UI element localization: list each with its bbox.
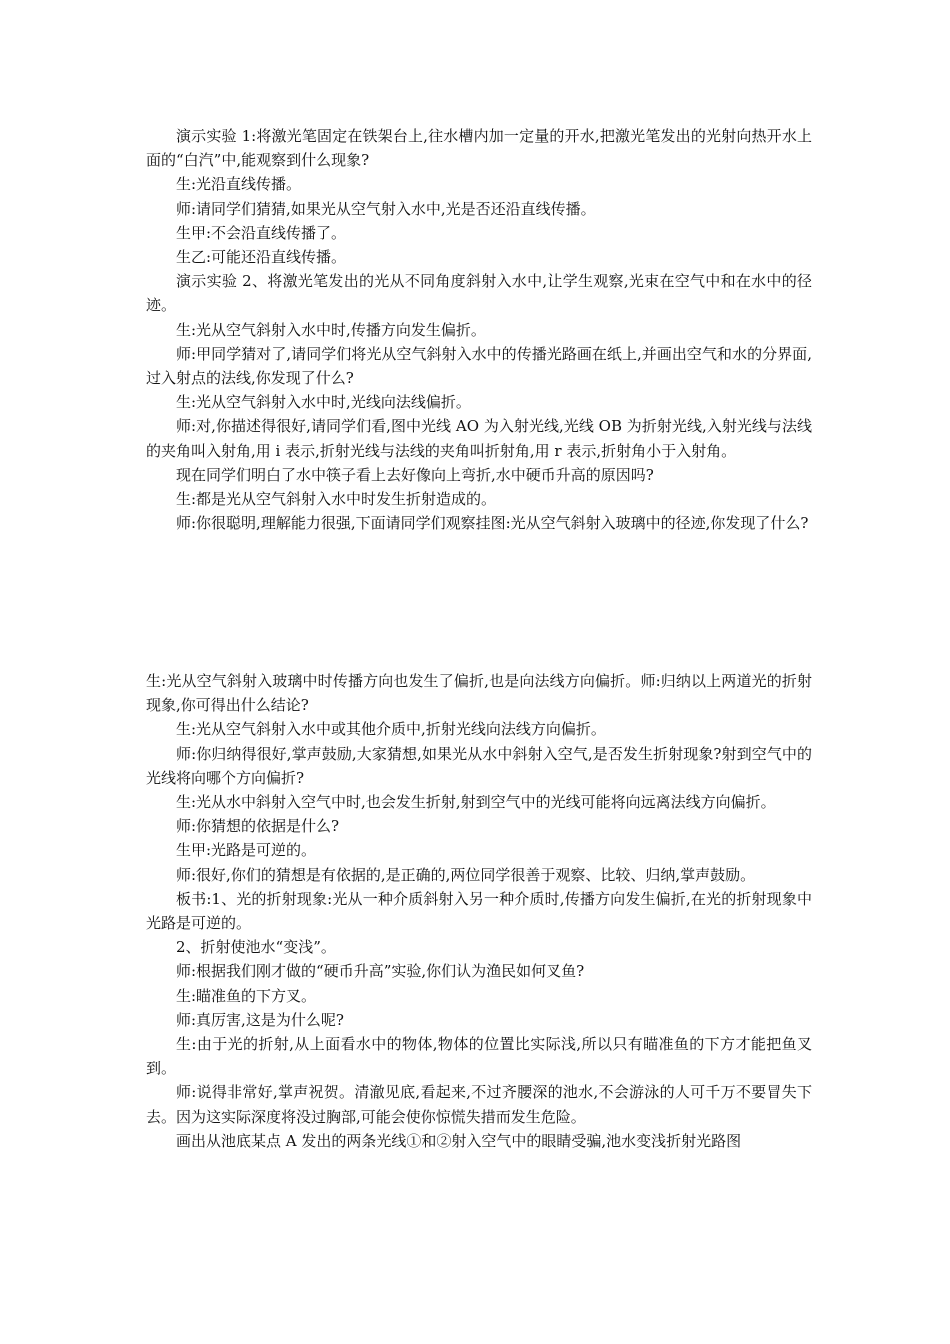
paragraph: 演示实验 2、将激光笔发出的光从不同角度斜射入水中,让学生观察,光束在空气中和在水中的径迹。 — [146, 272, 812, 315]
paragraph: 师:真厉害,这是为什么呢? — [176, 1010, 344, 1029]
paragraph: 生:光从水中斜射入空气中时,也会发生折射,射到空气中的光线可能将向远离法线方向偏折。 — [176, 793, 776, 812]
paragraph: 生甲:不会沿直线传播了。 — [176, 223, 347, 242]
paragraph: 生:光从空气斜射入玻璃中时传播方向也发生了偏折,也是向法线方向偏折。师:归纳以上两道光的折射现象,你可得出什么结论? — [146, 672, 812, 715]
paragraph: 生:光从空气斜射入水中时,传播方向发生偏折。 — [176, 320, 486, 339]
paragraph: 生:由于光的折射,从上面看水中的物体,物体的位置比实际浅,所以只有瞄准鱼的下方才能把鱼叉到。 — [146, 1035, 812, 1078]
text-section-2 — [146, 669, 812, 1153]
paragraph: 演示实验 1:将激光笔固定在铁架台上,往水槽内加一定量的开水,把激光笔发出的光射向热开水上面的“白汽”中,能观察到什么现象? — [146, 127, 812, 170]
paragraph: 师:很好,你们的猜想是有依据的,是正确的,两位同学很善于观察、比较、归纳,掌声鼓励。 — [176, 865, 756, 884]
text-section-1 — [146, 124, 812, 535]
paragraph: 师:说得非常好,掌声祝贺。清澈见底,看起来,不过齐腰深的池水,不会游泳的人可千万不要冒失下去。因为这实际深度将没过胸部,可能会使你惊慌失措而发生危险。 — [146, 1083, 812, 1126]
paragraph: 生甲:光路是可逆的。 — [176, 841, 317, 860]
paragraph: 画出从池底某点 A 发出的两条光线①和②射入空气中的眼睛受骗,池水变浅折射光路图 — [176, 1131, 742, 1150]
paragraph: 师:对,你描述得很好,请同学们看,图中光线 AO 为入射光线,光线 OB 为折射光线,入射光线与法线的夹角叫入射角,用 i 表示,折射光线与法线的夹角叫折射角,用 r 表示,折射角小于入射角。 — [146, 417, 812, 460]
paragraph: 生:光从空气斜射入水中时,光线向法线偏折。 — [176, 393, 471, 412]
paragraph: 生:都是光从空气斜射入水中时发生折射造成的。 — [176, 490, 497, 509]
paragraph: 2、折射使池水“变浅”。 — [176, 938, 336, 957]
paragraph: 师:你猜想的依据是什么? — [176, 817, 340, 836]
paragraph: 生乙:可能还沿直线传播。 — [176, 248, 347, 267]
paragraph: 师:请同学们猜猜,如果光从空气射入水中,光是否还沿直线传播。 — [176, 199, 596, 218]
paragraph: 师:你很聪明,理解能力很强,下面请同学们观察挂图:光从空气斜射入玻璃中的径迹,你发现了什么? — [176, 514, 809, 533]
paragraph: 师:你归纳得很好,掌声鼓励,大家猜想,如果光从水中斜射入空气,是否发生折射现象?射到空气中的光线将向哪个方向偏折? — [146, 744, 812, 787]
paragraph: 师:根据我们刚才做的“硬币升高”实验,你们认为渔民如何叉鱼? — [176, 962, 585, 981]
paragraph: 生:瞄准鱼的下方叉。 — [176, 986, 317, 1005]
paragraph: 板书:1、光的折射现象:光从一种介质斜射入另一种介质时,传播方向发生偏折,在光的折射现象中光路是可逆的。 — [146, 889, 812, 933]
paragraph: 现在同学们明白了水中筷子看上去好像向上弯折,水中硬币升高的原因吗? — [176, 465, 654, 484]
paragraph: 师:甲同学猜对了,请同学们将光从空气斜射入水中的传播光路画在纸上,并画出空气和水的分界面,过入射点的法线,你发现了什么? — [146, 344, 812, 388]
paragraph: 生:光沿直线传播。 — [176, 175, 302, 194]
paragraph: 生:光从空气斜射入水中或其他介质中,折射光线向法线方向偏折。 — [176, 720, 606, 739]
